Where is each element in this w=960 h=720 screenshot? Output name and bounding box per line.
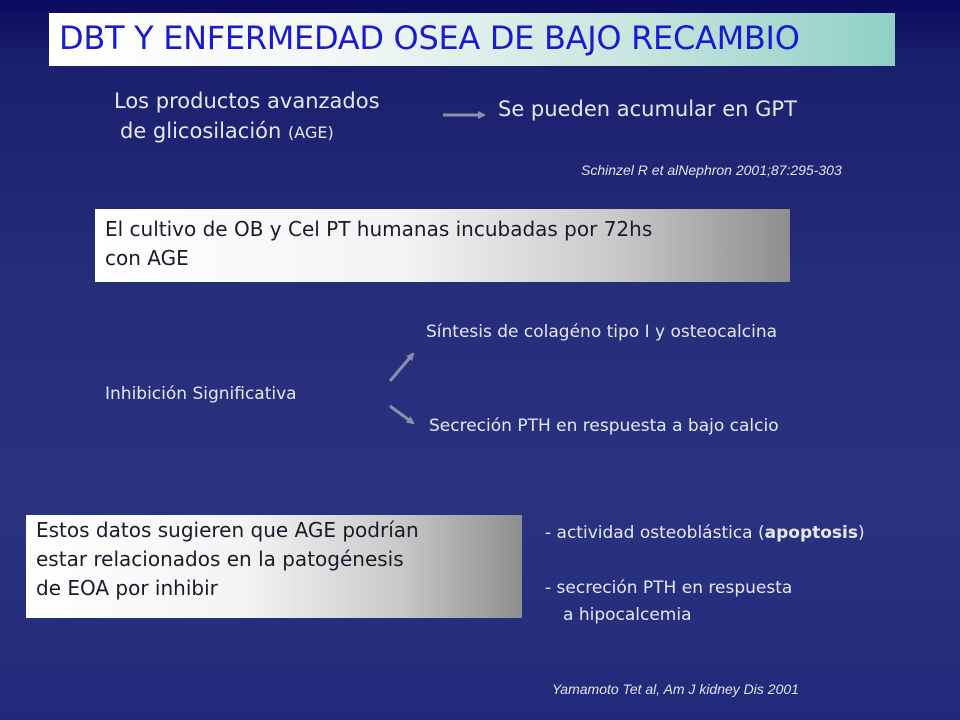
- inhibited-item-secrecion-line1: - secreción PTH en respuesta: [545, 578, 793, 598]
- conclusion-box: [26, 515, 522, 618]
- apoptosis-bold: apoptosis: [764, 523, 858, 543]
- inhibicion-label: Inhibición Significativa: [105, 384, 297, 404]
- age-text-line1: Los productos avanzados: [114, 89, 380, 113]
- actividad-suffix: ): [858, 523, 865, 543]
- age-text-main: de glicosilación: [120, 119, 282, 143]
- conclusion-line3: de EOA por inhibir: [36, 576, 218, 600]
- effect-secrecion: Secreción PTH en respuesta a bajo calcio: [429, 416, 779, 436]
- reference-schinzel: Schinzel R et alNephron 2001;87:295-303: [581, 162, 842, 178]
- inhibited-item-actividad: [545, 523, 865, 543]
- slide-title: DBT Y ENFERMEDAD OSEA DE BAJO RECAMBIO: [59, 19, 800, 57]
- age-abbrev: (AGE): [288, 123, 334, 142]
- age-result-text: Se pueden acumular en GPT: [498, 97, 797, 121]
- arrow-up-right-icon: [390, 354, 413, 381]
- conclusion-line1: Estos datos sugieren que AGE podrían: [36, 518, 419, 542]
- reference-yamamoto: Yamamoto Tet al, Am J kidney Dis 2001: [552, 681, 799, 697]
- arrow-down-right-icon: [390, 406, 413, 423]
- actividad-prefix: - actividad osteoblástica (: [545, 523, 765, 543]
- conclusion-line2: estar relacionados en la patogénesis: [36, 547, 404, 571]
- inhibited-item-secrecion-line2: a hipocalcemia: [563, 605, 692, 625]
- cultivo-line2: con AGE: [105, 246, 189, 270]
- effect-sintesis: Síntesis de colagéno tipo I y osteocalcina: [426, 322, 778, 342]
- cultivo-line1: El cultivo de OB y Cel PT humanas incubadas por 72hs: [105, 217, 653, 241]
